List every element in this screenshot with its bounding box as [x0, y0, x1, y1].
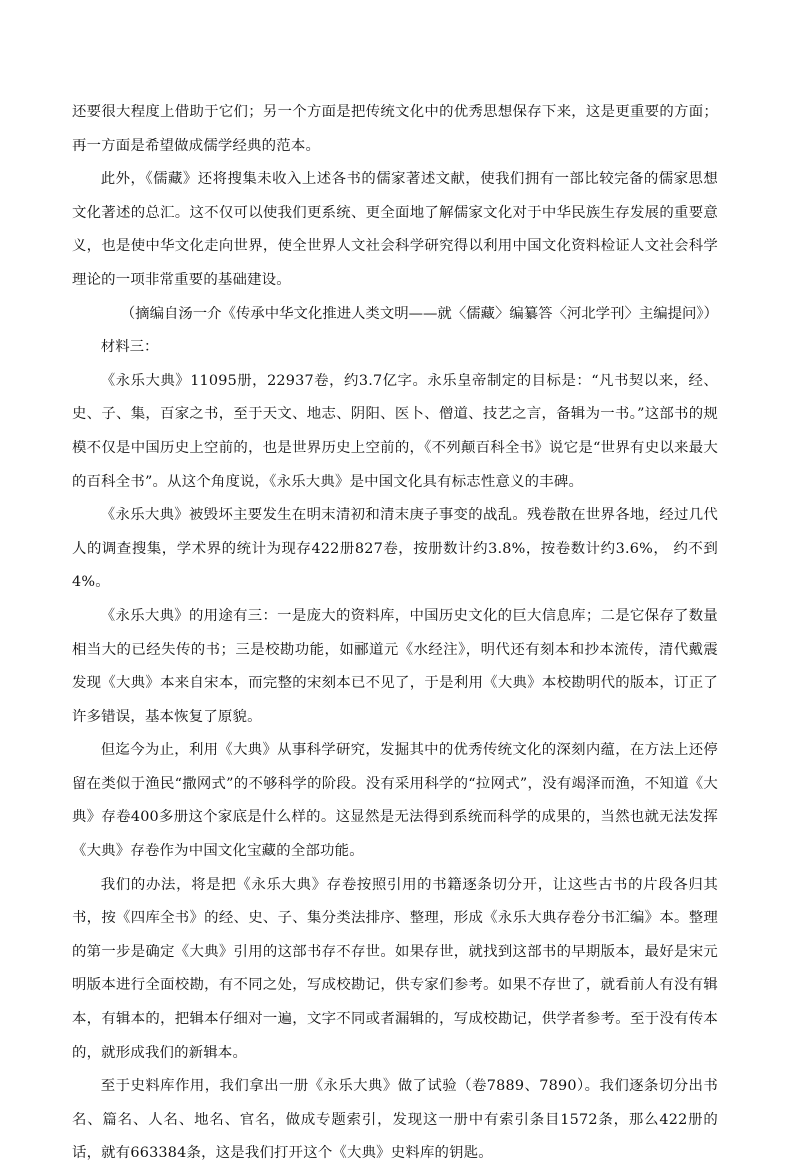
material-label: 材料三：: [100, 339, 159, 356]
source-citation: （摘编自汤一介《传承中华文化推进人类文明——就〈儒藏〉编纂答〈河北学刊〉主编提问》）: [120, 305, 718, 322]
paragraph-ruzang: 此外，《儒藏》还将搜集未收入上述各书的儒家著述文献，使我们拥有一部比较完备的儒家思想文化著述的总汇。这不仅可以使我们更系统、更全面地了解儒家文化对于中华民族生存发展的重要意义，也是使中华文化走向世界，使全世界人文社会科学研究得以利用中国文化资料检证人文社会科学理论的一项非常重要的基础建设。: [72, 171, 718, 288]
paragraph-yongle-scale: 《永乐大典》11095册，22937卷，约3.7亿字。永乐皇帝制定的目标是：“凡书契以来，经、史、子、集，百家之书，至于天文、地志、阴阳、医卜、僧道、技艺之言，备辑为一书。”这部书的规模不仅是中国历史上空前的，也是世界历史上空前的，《不列颠百科全书》说它是“世界有史以来最大的百科全书”。从这个角度说，《永乐大典》是中国文化具有标志性意义的丰碑。: [72, 372, 718, 490]
paragraph-index-experiment: 至于史料库作用，我们拿出一册《永乐大典》做了试验（卷7889、7890）。我们逐条切分出书名、篇名、人名、地名、官名，做成专题索引，发现这一册中有索引条目1572条，那么422册的话，就有663384条，这是我们打开这个《大典》史料库的钥匙。: [72, 1078, 718, 1162]
paragraph-intro: 还要很大程度上借助于它们；另一个方面是把传统文化中的优秀思想保存下来，这是更重要的方面；再一方面是希望做成儒学经典的范本。: [72, 104, 718, 154]
paragraph-our-approach: 我们的办法，将是把《永乐大典》存卷按照引用的书籍逐条切分开，让这些古书的片段各归其书，按《四库全书》的经、史、子、集分类法排序、整理，形成《永乐大典存卷分书汇编》本。整理的第一步是确定《大典》引用的这部书存不存世。如果存世，就找到这部书的早期版本，最好是宋元明版本进行全面校勘，有不同之处，写成校勘记，供专家们参考。如果不存世了，就看前人有没有辑本，有辑本的，把辑本仔细对一遍，文字不同或者漏辑的，写成校勘记，供学者参考。至于没有传本的，就形成我们的新辑本。: [72, 876, 718, 1061]
paragraph-yongle-damage: 《永乐大典》被毁坏主要发生在明末清初和清末庚子事变的战乱。残卷散在世界各地，经过几代人的调查搜集，学术界的统计为现存422册827卷，按册数计约3.8%，按卷数计约3.6%， 约不到4%。: [72, 507, 718, 591]
document-body: [72, 96, 718, 1171]
paragraph-research-method: 但迄今为止，利用《大典》从事科学研究，发掘其中的优秀传统文化的深刻内蕴，在方法上还停留在类似于渔民“撒网式”的不够科学的阶段。没有采用科学的“拉网式”，没有竭泽而渔，不知道《大典》存卷400多册这个家底是什么样的。这显然是无法得到系统而科学的成果的，当然也就无法发挥《大典》存卷作为中国文化宝藏的全部功能。: [72, 742, 718, 860]
paragraph-yongle-uses: 《永乐大典》的用途有三：一是庞大的资料库，中国历史文化的巨大信息库；二是它保存了数量相当大的已经失传的书；三是校勘功能，如郦道元《水经注》，明代还有刻本和抄本流传，清代戴震发现《大典》本来自宋本，而完整的宋刻本已不见了，于是利用《大典》本校勘明代的版本，订正了许多错误，基本恢复了原貌。: [72, 607, 718, 725]
